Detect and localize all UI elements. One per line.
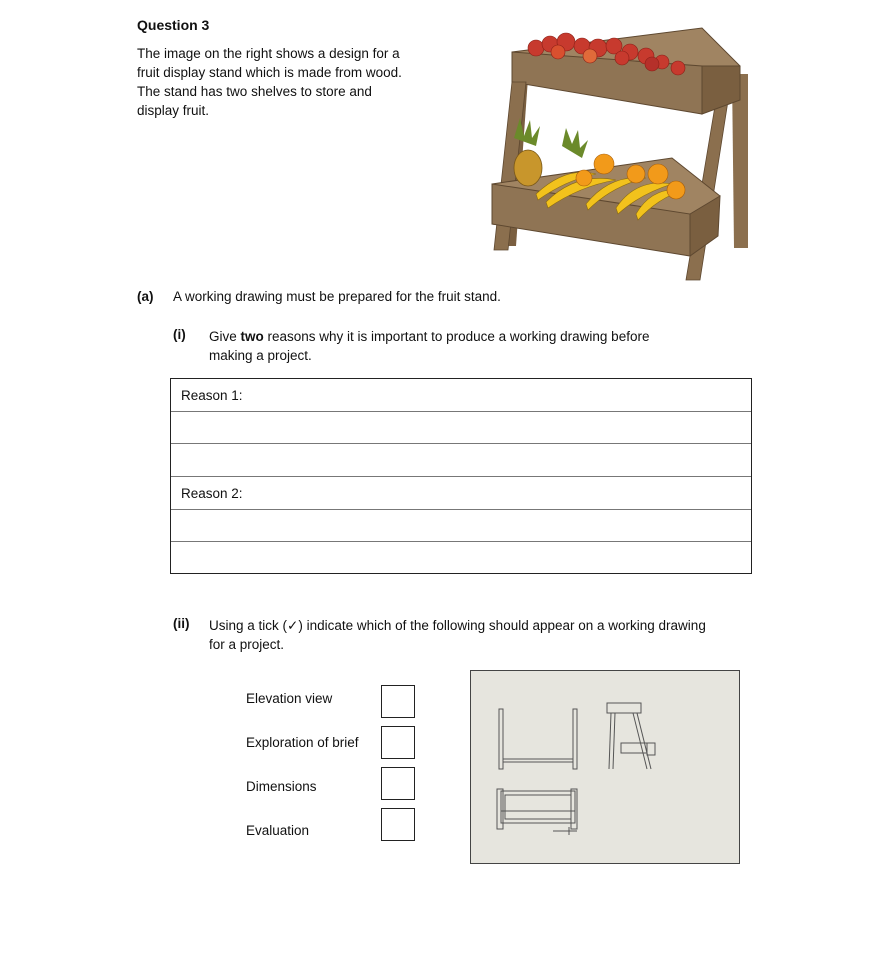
intro-line: fruit display stand which is made from wood. <box>137 65 402 80</box>
fruit-stand-illustration <box>486 18 756 286</box>
part-ii-text-line2: for a project. <box>209 637 285 652</box>
part-a-text: A working drawing must be prepared for the fruit stand. <box>173 289 501 304</box>
part-i-text-end: reasons why it is important to produce a working drawing before <box>263 329 650 344</box>
answer-line[interactable] <box>171 542 751 575</box>
part-i-text-start: Give <box>209 329 241 344</box>
tickbox-dimensions[interactable] <box>381 767 415 800</box>
option-evaluation: Evaluation <box>246 823 310 838</box>
answer-line[interactable] <box>171 444 751 477</box>
working-drawing-illustration <box>470 670 740 864</box>
reason-1-label: Reason 1: <box>181 388 243 403</box>
option-dimensions: Dimensions <box>246 779 317 794</box>
answer-line[interactable] <box>171 412 751 445</box>
part-i-question <box>209 327 729 365</box>
part-i-text-bold: two <box>240 329 264 344</box>
part-ii-text-line1: Using a tick (✓) indicate which of the following should appear on a working drawing <box>209 618 706 633</box>
tickbox-evaluation[interactable] <box>381 808 415 841</box>
part-a-label: (a) <box>137 289 154 304</box>
question-intro <box>137 44 437 120</box>
question-title: Question 3 <box>137 17 210 33</box>
intro-line: The stand has two shelves to store and <box>137 84 372 99</box>
tickbox-exploration-of-brief[interactable] <box>381 726 415 759</box>
intro-line: display fruit. <box>137 103 210 118</box>
reasons-answer-box[interactable] <box>170 378 752 574</box>
reason-2-label: Reason 2: <box>181 486 243 502</box>
working-drawing-views <box>471 671 739 863</box>
option-elevation-view: Elevation view <box>246 691 333 706</box>
intro-line: The image on the right shows a design for a <box>137 46 400 61</box>
option-exploration-of-brief: Exploration of brief <box>246 735 359 750</box>
part-ii-label: (ii) <box>173 616 190 631</box>
tickbox-elevation-view[interactable] <box>381 685 415 718</box>
answer-line[interactable] <box>171 379 751 412</box>
part-i-text-line2: making a project. <box>209 348 312 363</box>
part-ii-question <box>209 616 749 654</box>
part-i-label: (i) <box>173 327 186 342</box>
answer-line[interactable] <box>171 477 751 510</box>
answer-line[interactable] <box>171 510 751 543</box>
